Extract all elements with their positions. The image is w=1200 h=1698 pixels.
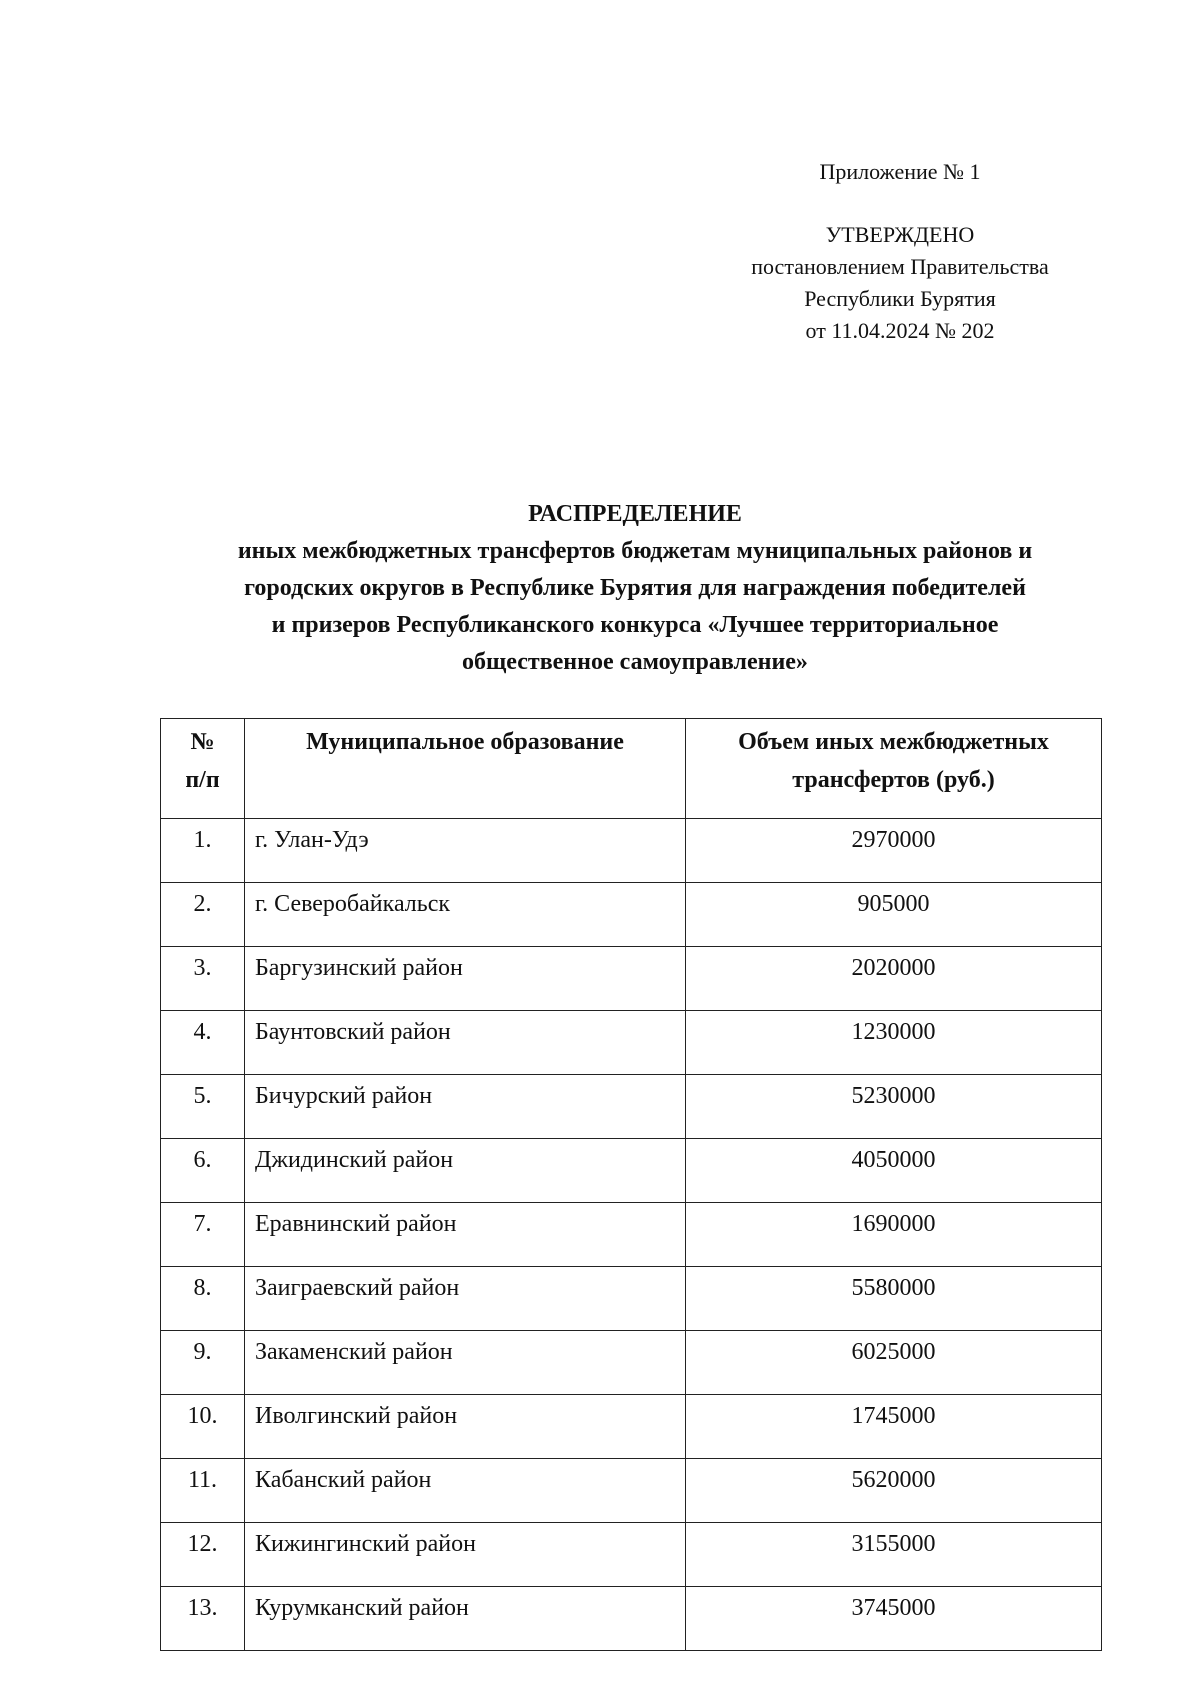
document-title bbox=[150, 496, 1120, 681]
table-row bbox=[161, 1203, 1102, 1267]
row-number: 7. bbox=[161, 1203, 245, 1267]
table-row bbox=[161, 1139, 1102, 1203]
table-row bbox=[161, 1523, 1102, 1587]
row-municipality: Баунтовский район bbox=[245, 1011, 686, 1075]
row-municipality: г. Северобайкальск bbox=[245, 883, 686, 947]
table-row bbox=[161, 1011, 1102, 1075]
title-line: общественное самоуправление» bbox=[462, 649, 808, 675]
row-amount: 5230000 bbox=[686, 1075, 1102, 1139]
row-number: 6. bbox=[161, 1139, 245, 1203]
row-municipality: Джидинский район bbox=[245, 1139, 686, 1203]
row-municipality: Еравнинский район bbox=[245, 1203, 686, 1267]
approval-line: от 11.04.2024 № 202 bbox=[805, 318, 995, 343]
row-number: 5. bbox=[161, 1075, 245, 1139]
table-header-row bbox=[161, 719, 1102, 819]
title-line: и призеров Республиканского конкурса «Лучшее территориальное bbox=[271, 612, 999, 638]
header-number-symbol: № bbox=[190, 729, 215, 755]
table-row bbox=[161, 1459, 1102, 1523]
row-number: 13. bbox=[161, 1587, 245, 1651]
row-municipality: Иволгинский район bbox=[245, 1395, 686, 1459]
row-municipality: Кабанский район bbox=[245, 1459, 686, 1523]
row-municipality: Бичурский район bbox=[245, 1075, 686, 1139]
approval-line: Республики Бурятия bbox=[804, 286, 996, 311]
table-row bbox=[161, 1587, 1102, 1651]
row-number: 10. bbox=[161, 1395, 245, 1459]
row-number: 1. bbox=[161, 819, 245, 883]
row-municipality: Баргузинский район bbox=[245, 947, 686, 1011]
row-number: 3. bbox=[161, 947, 245, 1011]
row-amount: 1745000 bbox=[686, 1395, 1102, 1459]
header-municipality: Муниципальное образование bbox=[245, 719, 686, 819]
row-amount: 905000 bbox=[686, 883, 1102, 947]
title-line: иных межбюджетных трансфертов бюджетам муниципальных районов и bbox=[237, 538, 1033, 564]
row-number: 11. bbox=[161, 1459, 245, 1523]
table-row bbox=[161, 1267, 1102, 1331]
row-municipality: Курумканский район bbox=[245, 1587, 686, 1651]
title-line: городских округов в Республике Бурятия для награждения победителей bbox=[244, 575, 1026, 601]
table-row bbox=[161, 947, 1102, 1011]
header-number-label: п/п bbox=[185, 767, 220, 793]
row-municipality: Закаменский район bbox=[245, 1331, 686, 1395]
row-amount: 5580000 bbox=[686, 1267, 1102, 1331]
row-amount: 1690000 bbox=[686, 1203, 1102, 1267]
header-number bbox=[161, 719, 245, 819]
title-heading: РАСПРЕДЕЛЕНИЕ bbox=[528, 501, 742, 527]
row-number: 4. bbox=[161, 1011, 245, 1075]
row-number: 9. bbox=[161, 1331, 245, 1395]
row-municipality: Кижингинский район bbox=[245, 1523, 686, 1587]
appendix-number: Приложение № 1 bbox=[819, 159, 981, 184]
table-row bbox=[161, 883, 1102, 947]
approval-line: УТВЕРЖДЕНО bbox=[825, 222, 975, 247]
row-number: 12. bbox=[161, 1523, 245, 1587]
table-row bbox=[161, 1395, 1102, 1459]
distribution-table bbox=[160, 718, 1102, 1651]
approval-line: постановлением Правительства bbox=[751, 254, 1049, 279]
header-amount-line: трансфертов (руб.) bbox=[792, 767, 995, 793]
row-number: 2. bbox=[161, 883, 245, 947]
row-amount: 6025000 bbox=[686, 1331, 1102, 1395]
table-row bbox=[161, 1075, 1102, 1139]
row-number: 8. bbox=[161, 1267, 245, 1331]
table-row bbox=[161, 819, 1102, 883]
row-amount: 3745000 bbox=[686, 1587, 1102, 1651]
header-amount-line: Объем иных межбюджетных bbox=[738, 729, 1049, 755]
row-amount: 1230000 bbox=[686, 1011, 1102, 1075]
row-amount: 2970000 bbox=[686, 819, 1102, 883]
header-amount bbox=[686, 719, 1102, 819]
row-amount: 4050000 bbox=[686, 1139, 1102, 1203]
row-municipality: г. Улан-Удэ bbox=[245, 819, 686, 883]
row-amount: 2020000 bbox=[686, 947, 1102, 1011]
row-amount: 5620000 bbox=[686, 1459, 1102, 1523]
row-municipality: Заиграевский район bbox=[245, 1267, 686, 1331]
row-amount: 3155000 bbox=[686, 1523, 1102, 1587]
table-row bbox=[161, 1331, 1102, 1395]
approval-block bbox=[720, 219, 1080, 347]
